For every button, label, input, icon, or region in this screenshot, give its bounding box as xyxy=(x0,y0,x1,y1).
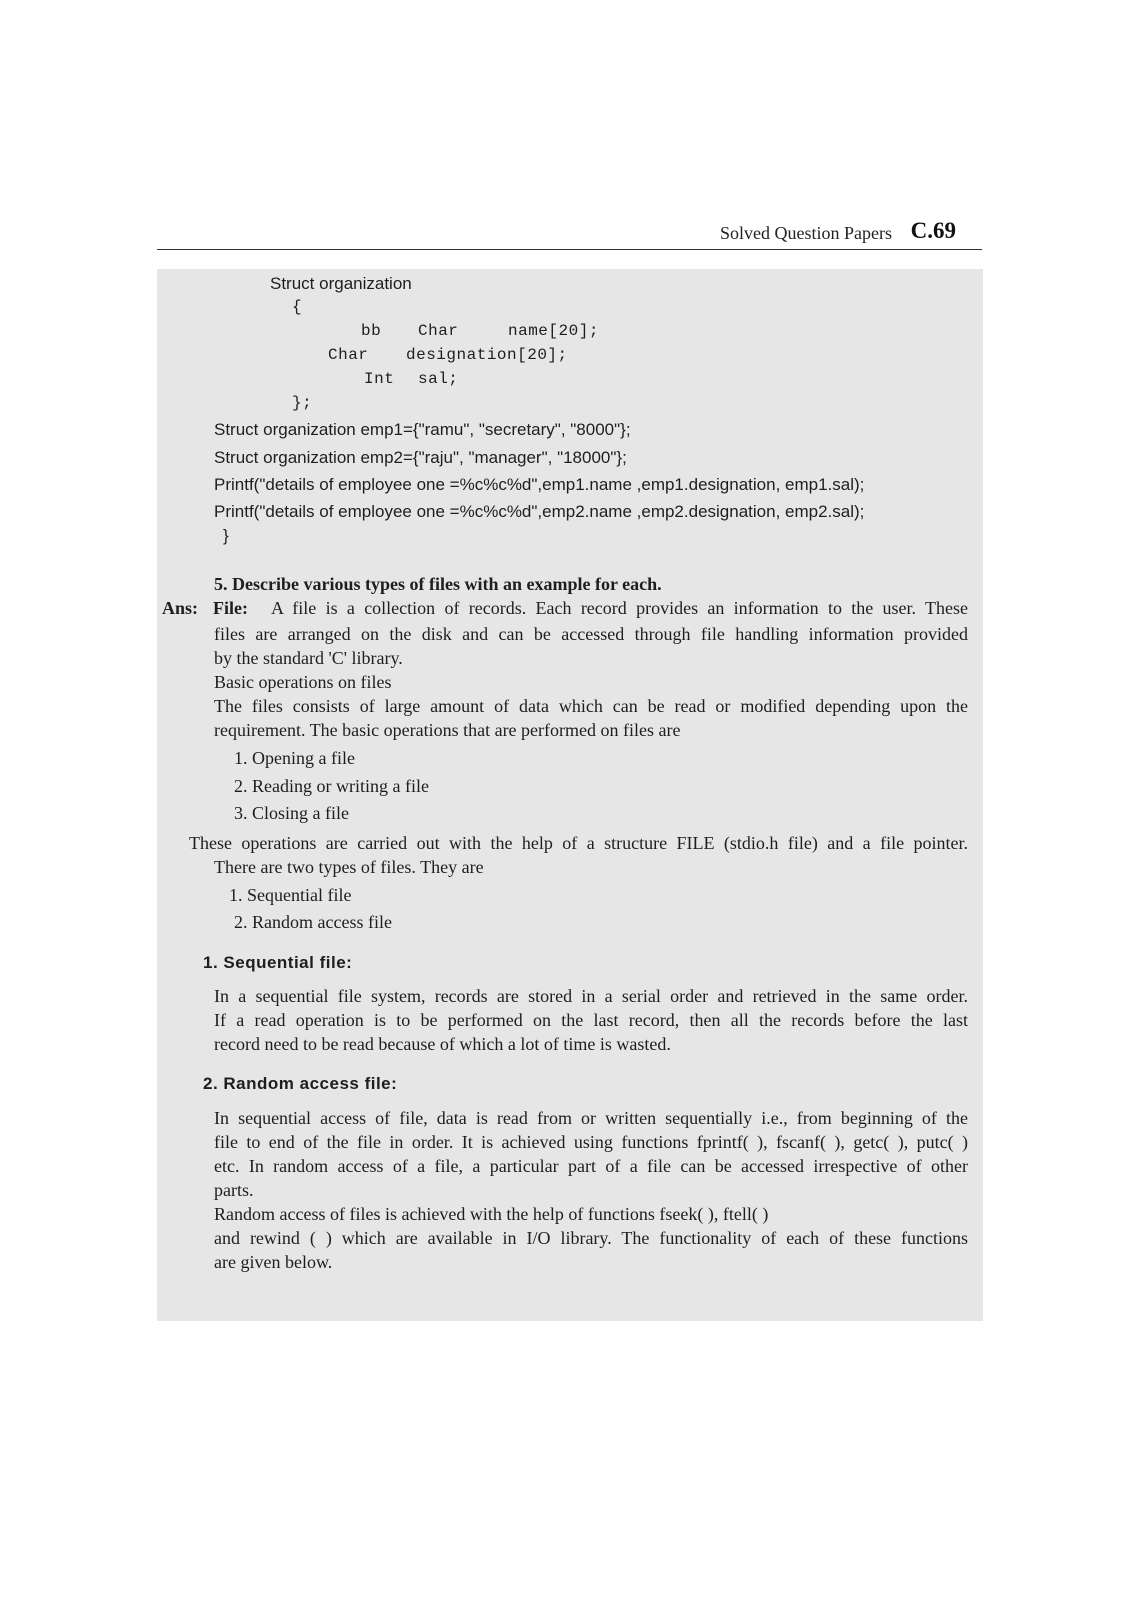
answer-text-line: The files consists of large amount of data which can be read or modified depending upon the xyxy=(214,696,968,716)
code-token: name[20]; xyxy=(508,322,599,340)
code-token: designation[20]; xyxy=(406,346,568,364)
body-text-line: are given below. xyxy=(214,1252,333,1272)
list-item: 2. Reading or writing a file xyxy=(234,776,429,796)
body-text-line: and rewind ( ) which are available in I/O library. The functionality of each of these functions xyxy=(214,1228,968,1248)
body-text-line: etc. In random access of a file, a particular part of a file can be accessed irrespective of other xyxy=(214,1156,968,1176)
subheading-basic-operations: Basic operations on files xyxy=(214,672,392,692)
code-line: } xyxy=(223,526,229,545)
question-heading: 5. Describe various types of files with an example for each. xyxy=(214,574,662,594)
body-text-line: record need to be read because of which a lot of time is wasted. xyxy=(214,1034,671,1054)
code-line: Struct organization emp2={"raju", "manager", "18000"}; xyxy=(214,448,627,467)
answer-text-line: requirement. The basic operations that are performed on files are xyxy=(214,720,681,740)
answer-text-line: There are two types of files. They are xyxy=(214,857,484,877)
code-token: Int xyxy=(364,370,395,388)
list-item: 2. Random access file xyxy=(234,912,392,932)
answer-text-line: These operations are carried out with the help of a structure FILE (stdio.h file) and a file pointer. xyxy=(189,833,968,853)
list-item: 1. Opening a file xyxy=(234,748,355,768)
code-token: bb xyxy=(361,322,382,340)
code-line: Struct organization emp1={"ramu", "secretary", "8000"}; xyxy=(214,420,631,439)
answer-text-line: by the standard 'C' library. xyxy=(214,648,403,668)
header-rule xyxy=(157,249,982,250)
body-text-line: If a read operation is to be performed on the last record, then all the records before the last xyxy=(214,1010,968,1030)
answer-text-line: A file is a collection of records. Each record provides an information to the user. These xyxy=(271,598,968,618)
code-token: Char xyxy=(418,322,459,340)
body-text-line: Random access of files is achieved with the help of functions fseek( ), ftell( ) xyxy=(214,1204,769,1224)
code-token: Char xyxy=(328,346,369,364)
body-text-line: parts. xyxy=(214,1180,254,1200)
random-paragraph xyxy=(214,1106,968,1274)
code-line: { xyxy=(292,298,303,316)
body-text-line: file to end of the file in order. It is achieved using functions fprintf( ), fscanf( ), getc( ), putc( ) xyxy=(214,1132,968,1152)
list-item: 1. Sequential file xyxy=(229,885,352,905)
page-number: C.69 xyxy=(910,218,956,243)
answer-paragraph xyxy=(214,622,968,742)
sequential-paragraph xyxy=(214,984,968,1056)
code-line: Printf("details of employee one =%c%c%d",emp2.name ,emp2.designation, emp2.sal); xyxy=(214,502,865,521)
file-term-label: File: xyxy=(213,598,248,618)
answer-text-line: files are arranged on the disk and can be accessed through file handling information provided xyxy=(214,624,968,644)
code-token: sal; xyxy=(418,370,459,388)
list-item: 3. Closing a file xyxy=(234,803,349,823)
code-line: Printf("details of employee one =%c%c%d",emp1.name ,emp1.designation, emp1.sal); xyxy=(214,475,865,494)
section-heading-random: 2. Random access file: xyxy=(203,1074,398,1093)
answer-label: Ans: xyxy=(162,598,199,618)
running-header-title: Solved Question Papers xyxy=(720,223,892,243)
body-text-line: In sequential access of file, data is read from or written sequentially i.e., from beginning of the xyxy=(214,1108,968,1128)
section-heading-sequential: 1. Sequential file: xyxy=(203,953,353,972)
code-line: Struct organization xyxy=(270,274,412,293)
code-line: }; xyxy=(292,394,313,412)
body-text-line: In a sequential file system, records are stored in a serial order and retrieved in the same order. xyxy=(214,986,968,1006)
